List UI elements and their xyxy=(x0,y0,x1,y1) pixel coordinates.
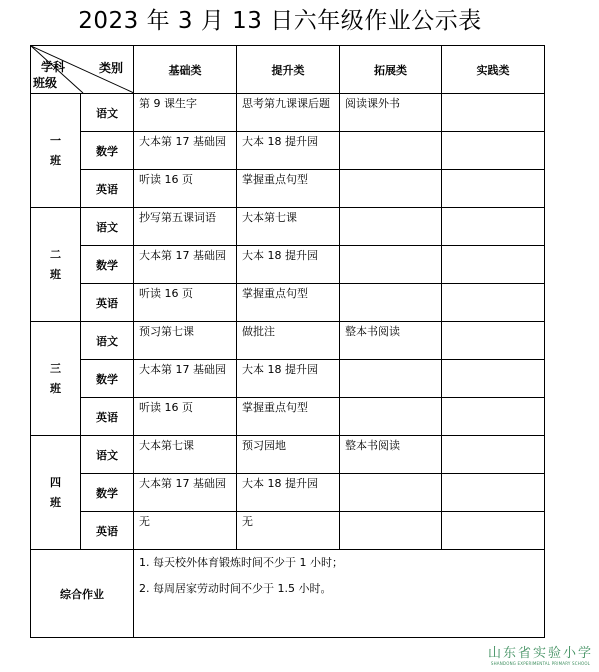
table-row xyxy=(31,474,545,512)
category-header: 基础类 xyxy=(134,46,237,94)
homework-cell xyxy=(442,360,545,398)
homework-cell xyxy=(442,398,545,436)
homework-cell: 阅读课外书 xyxy=(340,94,442,132)
homework-cell: 预习园地 xyxy=(237,436,340,474)
comprehensive-item: 2. 每周居家劳动时间不少于 1.5 小时。 xyxy=(139,582,332,595)
homework-cell xyxy=(340,170,442,208)
comprehensive-notes xyxy=(134,550,545,638)
homework-cell xyxy=(442,436,545,474)
homework-cell: 大本第 17 基础园 xyxy=(134,360,237,398)
table-row xyxy=(31,94,545,132)
class-name-top: 三 xyxy=(50,361,61,375)
homework-cell xyxy=(442,246,545,284)
homework-cell: 第 9 课生字 xyxy=(134,94,237,132)
homework-cell: 整本书阅读 xyxy=(340,436,442,474)
table-row xyxy=(31,512,545,550)
subject-cell: 数学 xyxy=(81,360,134,398)
subject-cell: 英语 xyxy=(81,398,134,436)
homework-cell xyxy=(340,398,442,436)
class-name-top: 一 xyxy=(50,133,61,147)
corner-header-cell xyxy=(31,46,134,94)
homework-cell xyxy=(442,322,545,360)
comprehensive-item: 1. 每天校外体育锻炼时间不少于 1 小时； xyxy=(139,556,343,569)
table-row xyxy=(31,436,545,474)
subject-cell: 英语 xyxy=(81,170,134,208)
subject-cell: 语文 xyxy=(81,94,134,132)
subject-cell: 语文 xyxy=(81,436,134,474)
homework-cell: 整本书阅读 xyxy=(340,322,442,360)
category-header: 实践类 xyxy=(442,46,545,94)
homework-table xyxy=(30,45,545,638)
comprehensive-label: 综合作业 xyxy=(31,550,134,638)
homework-cell: 掌握重点句型 xyxy=(237,284,340,322)
corner-subject-label: 学科 xyxy=(41,60,66,74)
subject-cell: 英语 xyxy=(81,284,134,322)
homework-cell xyxy=(442,474,545,512)
homework-cell: 听读 16 页 xyxy=(134,398,237,436)
homework-cell: 大本第 17 基础园 xyxy=(134,474,237,512)
table-row xyxy=(31,170,545,208)
class-name-cell xyxy=(31,94,81,208)
class-name-bottom: 班 xyxy=(50,381,61,395)
homework-cell xyxy=(340,360,442,398)
homework-cell: 抄写第五课词语 xyxy=(134,208,237,246)
subject-cell: 语文 xyxy=(81,208,134,246)
class-name-cell xyxy=(31,208,81,322)
homework-cell: 掌握重点句型 xyxy=(237,170,340,208)
page-title: 2023 年 3 月 13 日六年级作业公示表 xyxy=(78,8,482,34)
class-name-bottom: 班 xyxy=(50,267,61,281)
homework-cell: 掌握重点句型 xyxy=(237,398,340,436)
homework-cell: 大本 18 提升园 xyxy=(237,246,340,284)
table-row xyxy=(31,132,545,170)
table-row xyxy=(31,208,545,246)
homework-cell: 大本 18 提升园 xyxy=(237,474,340,512)
homework-cell xyxy=(442,512,545,550)
corner-category-label: 类别 xyxy=(98,61,123,75)
school-logo-stamp xyxy=(488,642,593,666)
subject-cell: 数学 xyxy=(81,246,134,284)
subject-cell: 数学 xyxy=(81,474,134,512)
subject-cell: 英语 xyxy=(81,512,134,550)
homework-cell xyxy=(442,170,545,208)
homework-cell xyxy=(442,132,545,170)
homework-cell: 无 xyxy=(134,512,237,550)
homework-cell: 做批注 xyxy=(237,322,340,360)
class-name-cell xyxy=(31,436,81,550)
table-row xyxy=(31,246,545,284)
homework-cell xyxy=(340,132,442,170)
subject-cell: 语文 xyxy=(81,322,134,360)
homework-cell: 大本第 17 基础园 xyxy=(134,246,237,284)
homework-cell: 听读 16 页 xyxy=(134,170,237,208)
homework-cell xyxy=(340,284,442,322)
homework-cell: 听读 16 页 xyxy=(134,284,237,322)
school-name-cn: 山东省实验小学 xyxy=(487,646,593,661)
homework-cell: 大本第七课 xyxy=(237,208,340,246)
school-name-en: SHANDONG EXPERIMENTAL PRIMARY SCHOOL xyxy=(490,661,591,666)
class-name-bottom: 班 xyxy=(50,495,61,509)
homework-cell xyxy=(340,208,442,246)
subject-cell: 数学 xyxy=(81,132,134,170)
homework-cell xyxy=(442,94,545,132)
homework-cell: 大本第七课 xyxy=(134,436,237,474)
category-header: 拓展类 xyxy=(340,46,442,94)
homework-cell: 大本 18 提升园 xyxy=(237,360,340,398)
class-name-cell xyxy=(31,322,81,436)
homework-cell xyxy=(442,208,545,246)
homework-cell: 预习第七课 xyxy=(134,322,237,360)
table-row xyxy=(31,360,545,398)
class-name-top: 二 xyxy=(50,247,61,261)
table-row xyxy=(31,284,545,322)
comprehensive-row xyxy=(31,550,545,638)
homework-cell xyxy=(340,474,442,512)
table-row xyxy=(31,322,545,360)
homework-cell: 大本第 17 基础园 xyxy=(134,132,237,170)
homework-cell xyxy=(442,284,545,322)
homework-cell xyxy=(340,512,442,550)
homework-cell: 思考第九课课后题 xyxy=(237,94,340,132)
homework-cell: 大本 18 提升园 xyxy=(237,132,340,170)
homework-cell xyxy=(340,246,442,284)
class-name-top: 四 xyxy=(50,475,61,489)
class-name-bottom: 班 xyxy=(50,153,61,167)
table-row xyxy=(31,398,545,436)
homework-cell: 无 xyxy=(237,512,340,550)
category-header: 提升类 xyxy=(237,46,340,94)
corner-class-label: 班级 xyxy=(33,76,58,90)
